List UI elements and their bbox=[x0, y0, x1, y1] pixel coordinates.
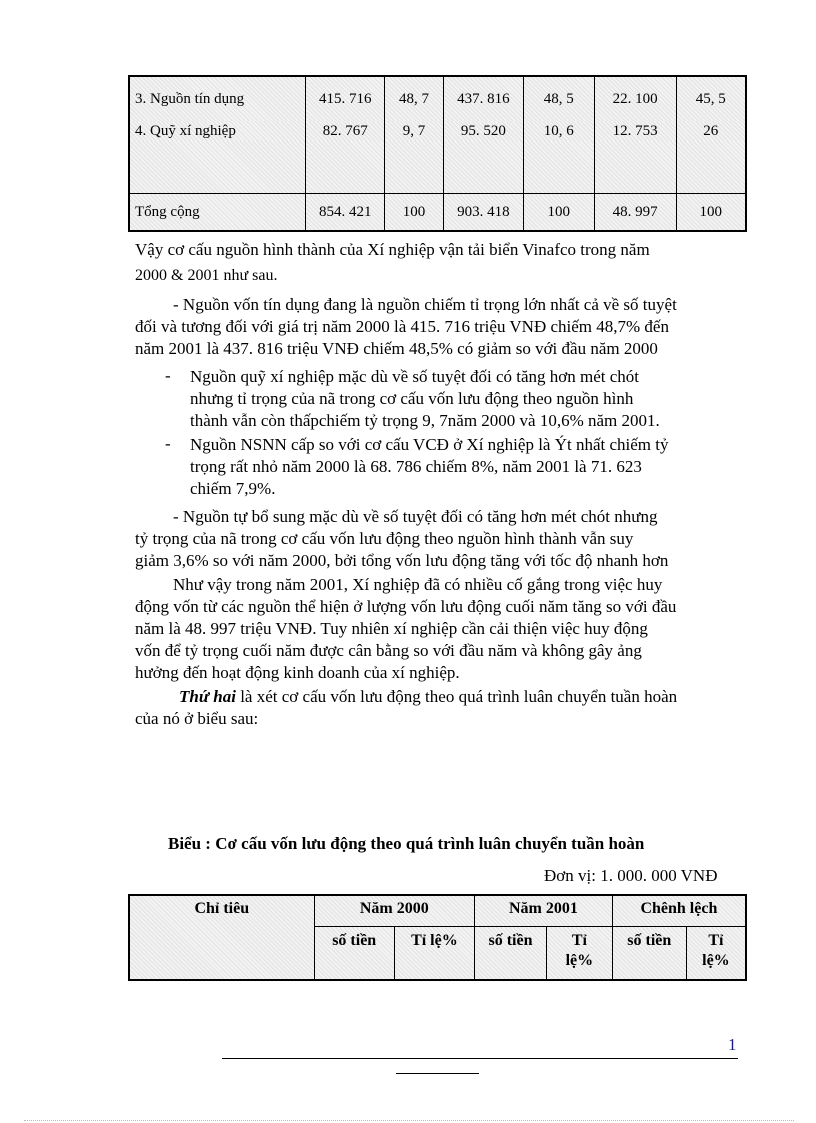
table-header-row bbox=[129, 895, 746, 927]
text-line bbox=[135, 686, 677, 708]
cell-value: 437. 816 bbox=[444, 76, 524, 121]
text-run: là xét cơ cấu vốn lưu động theo quá trình luân chuyển tuần hoàn bbox=[235, 687, 678, 706]
text-line: Vậy cơ cấu nguồn hình thành của Xí nghiệp vận tải biển Vinafco trong năm bbox=[135, 240, 650, 259]
cell-value: 854. 421 bbox=[306, 194, 385, 232]
text-line: năm 2001 là 437. 816 triệu VNĐ chiếm 48,5% có giảm so với đầu năm 2000 bbox=[135, 339, 658, 358]
subheader-amount: số tiền bbox=[612, 927, 686, 981]
row-label: 3. Nguồn tín dụng bbox=[129, 76, 306, 121]
bullet-dash: - bbox=[165, 366, 171, 385]
text-line: giảm 3,6% so với năm 2000, bởi tổng vốn lưu động tăng với tốc độ nhanh hơn bbox=[135, 551, 669, 570]
text-line: của nó ở biểu sau: bbox=[135, 709, 259, 728]
text-line: - Nguồn vốn tín dụng đang là nguồn chiếm tỉ trọng lớn nhất cả về số tuyệt bbox=[173, 295, 677, 314]
credit-source-paragraph bbox=[135, 294, 677, 360]
self-supplement-paragraph bbox=[135, 506, 668, 572]
table-spacer-row bbox=[129, 141, 746, 194]
cell-percent: 10, 6 bbox=[523, 121, 594, 141]
cell-value: 48. 997 bbox=[594, 194, 676, 232]
text-line: năm là 48. 997 triệu VNĐ. Tuy nhiên xí nghiệp cần cải thiện việc huy động bbox=[135, 619, 648, 638]
cell-percent: 48, 7 bbox=[385, 76, 444, 121]
circulation-structure-table bbox=[128, 894, 747, 981]
unit-label: Đơn vị: 1. 000. 000 VNĐ bbox=[544, 866, 718, 885]
text-line: Nguồn quỹ xí nghiệp mặc dù về số tuyệt đối có tăng hơn mét chót bbox=[190, 367, 640, 386]
subheader-ratio: Tỉ lệ% bbox=[686, 927, 746, 981]
footer-short-rule bbox=[396, 1073, 479, 1074]
row-label: Tổng cộng bbox=[129, 194, 306, 232]
cell-percent: 100 bbox=[676, 194, 746, 232]
text-line: tỷ trọng của nã trong cơ cấu vốn lưu động theo nguồn hình thành vẫn suy bbox=[135, 529, 634, 548]
cell-percent: 9, 7 bbox=[385, 121, 444, 141]
row-label: 4. Quỹ xí nghiệp bbox=[129, 121, 306, 141]
col-header-criteria: Chỉ tiêu bbox=[129, 895, 314, 980]
text-line: - Nguồn tự bổ sung mặc dù về số tuyệt đối có tăng hơn mét chót nhưng bbox=[173, 507, 658, 526]
text-line: hưởng đến hoạt động kinh doanh của xí nghiệp. bbox=[135, 663, 460, 682]
text-line: Nguồn NSNN cấp so với cơ cấu VCĐ ở Xí nghiệp là Ýt nhất chiếm tỷ bbox=[190, 435, 669, 454]
text-line: động vốn từ các nguồn thể hiện ở lượng vốn lưu động cuối năm tăng so với đầu bbox=[135, 597, 677, 616]
cell-percent: 26 bbox=[676, 121, 746, 141]
cell-value: 903. 418 bbox=[444, 194, 524, 232]
subheader-amount: số tiền bbox=[475, 927, 547, 981]
text-line: đối và tương đối với giá trị năm 2000 là 415. 716 triệu VNĐ chiếm 48,7% đến bbox=[135, 317, 669, 336]
table-total-row bbox=[129, 194, 746, 232]
page-number: 1 bbox=[728, 1035, 737, 1054]
cell-value: 415. 716 bbox=[306, 76, 385, 121]
col-header-difference: Chênh lệch bbox=[612, 895, 746, 927]
cell-percent: 100 bbox=[385, 194, 444, 232]
text-line: nhưng tỉ trọng của nã trong cơ cấu vốn lưu động theo nguồn hình bbox=[190, 389, 634, 408]
emphasis-text: Thứ hai bbox=[179, 687, 236, 706]
cell-value: 12. 753 bbox=[594, 121, 676, 141]
summary-paragraph bbox=[135, 574, 676, 684]
table-row bbox=[129, 121, 746, 141]
cell-percent: 100 bbox=[523, 194, 594, 232]
cell-percent: 48, 5 bbox=[523, 76, 594, 121]
subheader-ratio: Tỉ lệ% bbox=[546, 927, 612, 981]
page-edge bbox=[24, 1120, 794, 1121]
text-line: trọng rất nhỏ năm 2000 là 68. 786 chiếm 8%, năm 2001 là 71. 623 bbox=[190, 457, 642, 476]
cell-value: 22. 100 bbox=[594, 76, 676, 121]
table-row bbox=[129, 76, 746, 121]
enterprise-fund-bullet bbox=[190, 366, 660, 432]
funding-source-table bbox=[128, 75, 747, 232]
intro-paragraph bbox=[135, 239, 650, 287]
bullet-dash: - bbox=[165, 434, 171, 453]
col-header-year-2000: Năm 2000 bbox=[314, 895, 474, 927]
text-line: vốn để tỷ trọng cuối năm được cân bằng so với đầu năm và không gây ảng bbox=[135, 641, 642, 660]
text-line: chiếm 7,9%. bbox=[190, 479, 276, 498]
cell-value: 95. 520 bbox=[444, 121, 524, 141]
text-line: 2000 & 2001 như sau. bbox=[135, 267, 278, 284]
cell-percent: 45, 5 bbox=[676, 76, 746, 121]
subheader-ratio: Tỉ lệ% bbox=[394, 927, 474, 981]
text-line: Như vậy trong năm 2001, Xí nghiệp đã có nhiều cố gắng trong việc huy bbox=[173, 575, 663, 594]
subheader-amount: số tiền bbox=[314, 927, 394, 981]
text-line: thành vẫn còn thấpchiếm tỷ trọng 9, 7năm 2000 và 10,6% năm 2001. bbox=[190, 411, 660, 430]
cell-value: 82. 767 bbox=[306, 121, 385, 141]
table-caption: Biểu : Cơ cấu vốn lưu động theo quá trình luân chuyển tuần hoàn bbox=[168, 834, 645, 853]
col-header-year-2001: Năm 2001 bbox=[475, 895, 613, 927]
second-point-paragraph bbox=[135, 686, 677, 730]
state-budget-bullet bbox=[190, 434, 669, 500]
footer-rule bbox=[222, 1058, 738, 1059]
